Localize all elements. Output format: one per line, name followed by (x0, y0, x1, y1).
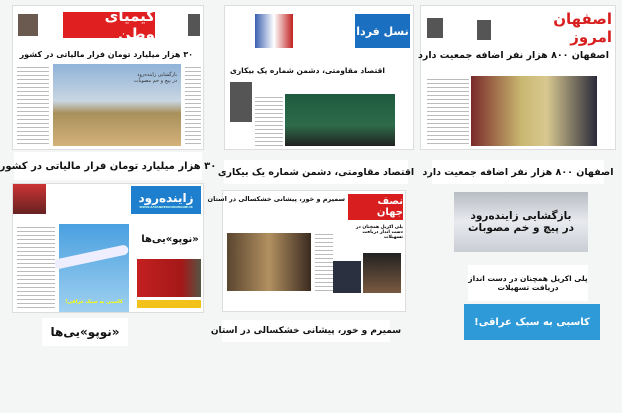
masthead: اصفهان امروز (553, 10, 612, 46)
headline: «نوپو»یی‌ها (141, 234, 199, 245)
masthead: نصف جهان (348, 194, 403, 220)
headline: اصفهان ۸۰۰ هزار نفر اضافه جمعیت دارد (418, 50, 609, 61)
newspaper-nesfe-jahan[interactable] (207, 190, 406, 312)
text-column (17, 64, 49, 144)
sidebar-photo (230, 82, 252, 122)
newspaper-zayanderud[interactable] (12, 183, 204, 313)
portrait-photo (18, 14, 38, 36)
parliament-photo (285, 94, 395, 146)
clip-line: پلی اکریل همچنان در دست انداز (468, 274, 588, 283)
newspaper-nasle-farda[interactable] (224, 5, 414, 150)
protest-photo (13, 184, 46, 214)
masthead-title: زاینده‌رود (138, 191, 194, 205)
headline: ۳۰ هزار میلیارد تومان فرار مالیاتی در کشور (19, 50, 193, 59)
woman-portrait-photo (363, 253, 401, 293)
text-column (427, 76, 469, 146)
headline: اقتصاد مقاومتی، دشمن شماره یک بیکاری (229, 66, 385, 75)
meeting-photo (471, 76, 597, 146)
sports-photo (255, 14, 293, 48)
headline-caption: اصفهان ۸۰۰ هزار نفر اضافه جمعیت دارد (432, 160, 604, 184)
text-column (315, 231, 333, 291)
clip-line: دریافت تسهیلات (497, 283, 559, 292)
masthead: نسل فردا (355, 14, 410, 48)
portrait-photo (477, 20, 491, 40)
clipping-kasebi[interactable] (464, 304, 600, 340)
coach-portrait-photo (333, 261, 361, 293)
ad-text: کاسبی به سبک عراقی! (65, 299, 123, 305)
masthead-site: WWW.ZAYANDEROUDONLINE.IR (139, 205, 193, 209)
yellow-banner (137, 300, 201, 308)
headline-caption: اقتصاد مقاومتی، دشمن شماره یک بیکاری (224, 160, 408, 184)
text-column (255, 94, 283, 146)
photo-caption: بازگشایی زاینده‌رود در پیچ و خم مصوبات (133, 72, 177, 84)
clipping-polyacryl[interactable] (468, 265, 588, 301)
newspaper-esfahan-emrooz[interactable] (420, 5, 616, 150)
text-column (17, 224, 55, 310)
masthead (131, 186, 201, 214)
headline-caption: سمیرم و خور، پیشانی خشکسالی در استان (222, 320, 390, 342)
portrait-photo (427, 18, 443, 38)
group-photo (227, 233, 311, 291)
clip-line: بازگشایی زاینده‌رود (470, 210, 572, 222)
newspaper-kimiaye-vatan[interactable] (12, 5, 204, 150)
text-column (185, 64, 201, 144)
headline-caption: «نوپو»یی‌ها (42, 318, 128, 346)
subheadline: پلی اکریل همچنان در دست انداز دریافت تسهیلات (355, 225, 403, 240)
clip-line: در پیچ و خم مصوبات (467, 222, 575, 234)
portrait-photo (188, 14, 200, 36)
headline: سمیرم و خور، پیشانی خشکسالی در استان (207, 195, 345, 203)
masthead: کیمیای وطن (63, 12, 155, 38)
headline-caption: ۳۰ هزار میلیارد تومان فرار مالیاتی در کشور (14, 152, 202, 180)
flag-photo (137, 259, 201, 297)
clipping-zayanderud[interactable] (454, 192, 588, 252)
clip-line: کاسبی به سبک عراقی! (474, 316, 590, 328)
